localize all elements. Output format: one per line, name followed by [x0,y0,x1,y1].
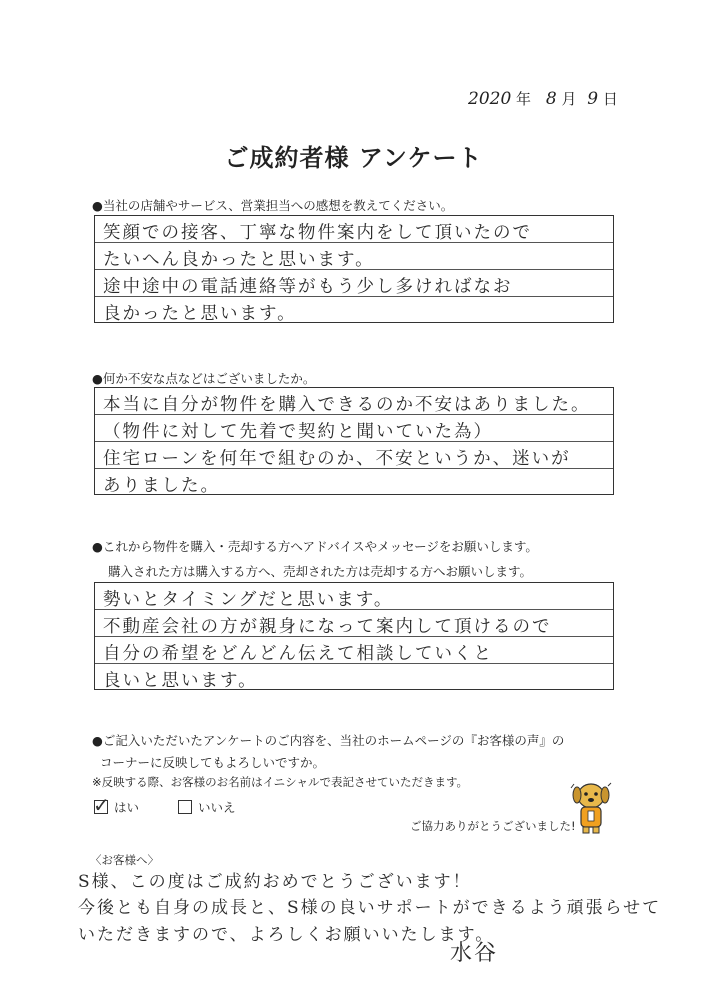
option-no-label: いいえ [197,800,236,815]
answer-1-line-1: 笑顔での接客、丁寧な物件案内をして頂いたので [103,223,532,243]
answer-2-line-4: ありました。 [103,476,220,496]
option-yes[interactable] [93,793,139,817]
survey-date [468,88,618,109]
date-year: 2020 [468,89,512,109]
staff-message-line-3: いただきますので、よろしくお願いいたします。 [78,925,495,945]
question-4-note: ※反映する際、お客様のお名前はイニシャルで表記させていただきます。 [92,775,469,789]
question-1: ●当社の店舗やサービス、営業担当への感想を教えてください。 [92,198,454,213]
date-month: 8 [545,89,557,109]
date-year-unit: 年 [516,90,532,108]
answer-box-2 [94,387,614,495]
date-day: 9 [587,89,599,109]
option-no[interactable] [178,798,236,816]
answer-1-line-4: 良かったと思います。 [103,304,297,324]
option-yes-label: はい [113,800,139,815]
question-3-sub: 購入された方は購入する方へ、売却された方は売却する方へお願いします。 [108,564,533,579]
answer-2-line-2: （物件に対して先着で契約と聞いていた為） [103,422,493,442]
checkbox-no[interactable] [178,800,192,814]
date-month-unit: 月 [561,90,577,108]
staff-signature: 水谷 [450,941,499,966]
staff-message-line-2: 今後とも自身の成長と、S様の良いサポートができるよう頑張らせて [78,898,662,918]
answer-2-line-3: 住宅ローンを何年で組むのか、不安というか、迷いが [103,449,571,469]
question-4-line-2: コーナーに反映してもよろしいですか。 [100,755,326,770]
staff-message-heading: 〈お客様へ〉 [90,853,159,867]
question-2: ●何か不安な点などはございましたか。 [92,371,316,386]
date-day-unit: 日 [602,90,618,108]
answer-3-line-4: 良いと思います。 [103,671,258,691]
answer-2-line-1: 本当に自分が物件を購入できるのか不安はありました。 [103,395,591,415]
staff-message-line-1: S様、この度はご成約おめでとうございます！ [78,872,472,892]
answer-box-1 [94,215,614,323]
answer-3-line-2: 不動産会社の方が親身になって案内して頂けるので [103,617,552,637]
question-4-line-1: ●ご記入いただいたアンケートのご内容を、当社のホームページの『お客様の声』の [92,733,565,748]
answer-box-3 [94,582,614,690]
page-title: ご成約者様 アンケート [224,144,483,172]
dog-mascot-icon [568,778,614,836]
answer-3-line-1: 勢いとタイミングだと思います。 [103,590,394,610]
answer-1-line-2: たいへん良かったと思います。 [103,250,375,270]
checkmark-icon: ✓ [93,793,110,817]
answer-1-line-3: 途中途中の電話連絡等がもう少し多ければなお [103,277,513,297]
answer-3-line-3: 自分の希望をどんどん伝えて相談していくと [103,644,493,664]
question-3: ●これから物件を購入・売却する方へアドバイスやメッセージをお願いします。 [92,539,538,554]
thanks-message: ご協力ありがとうございました! [410,819,576,833]
checkbox-yes[interactable] [93,793,110,817]
